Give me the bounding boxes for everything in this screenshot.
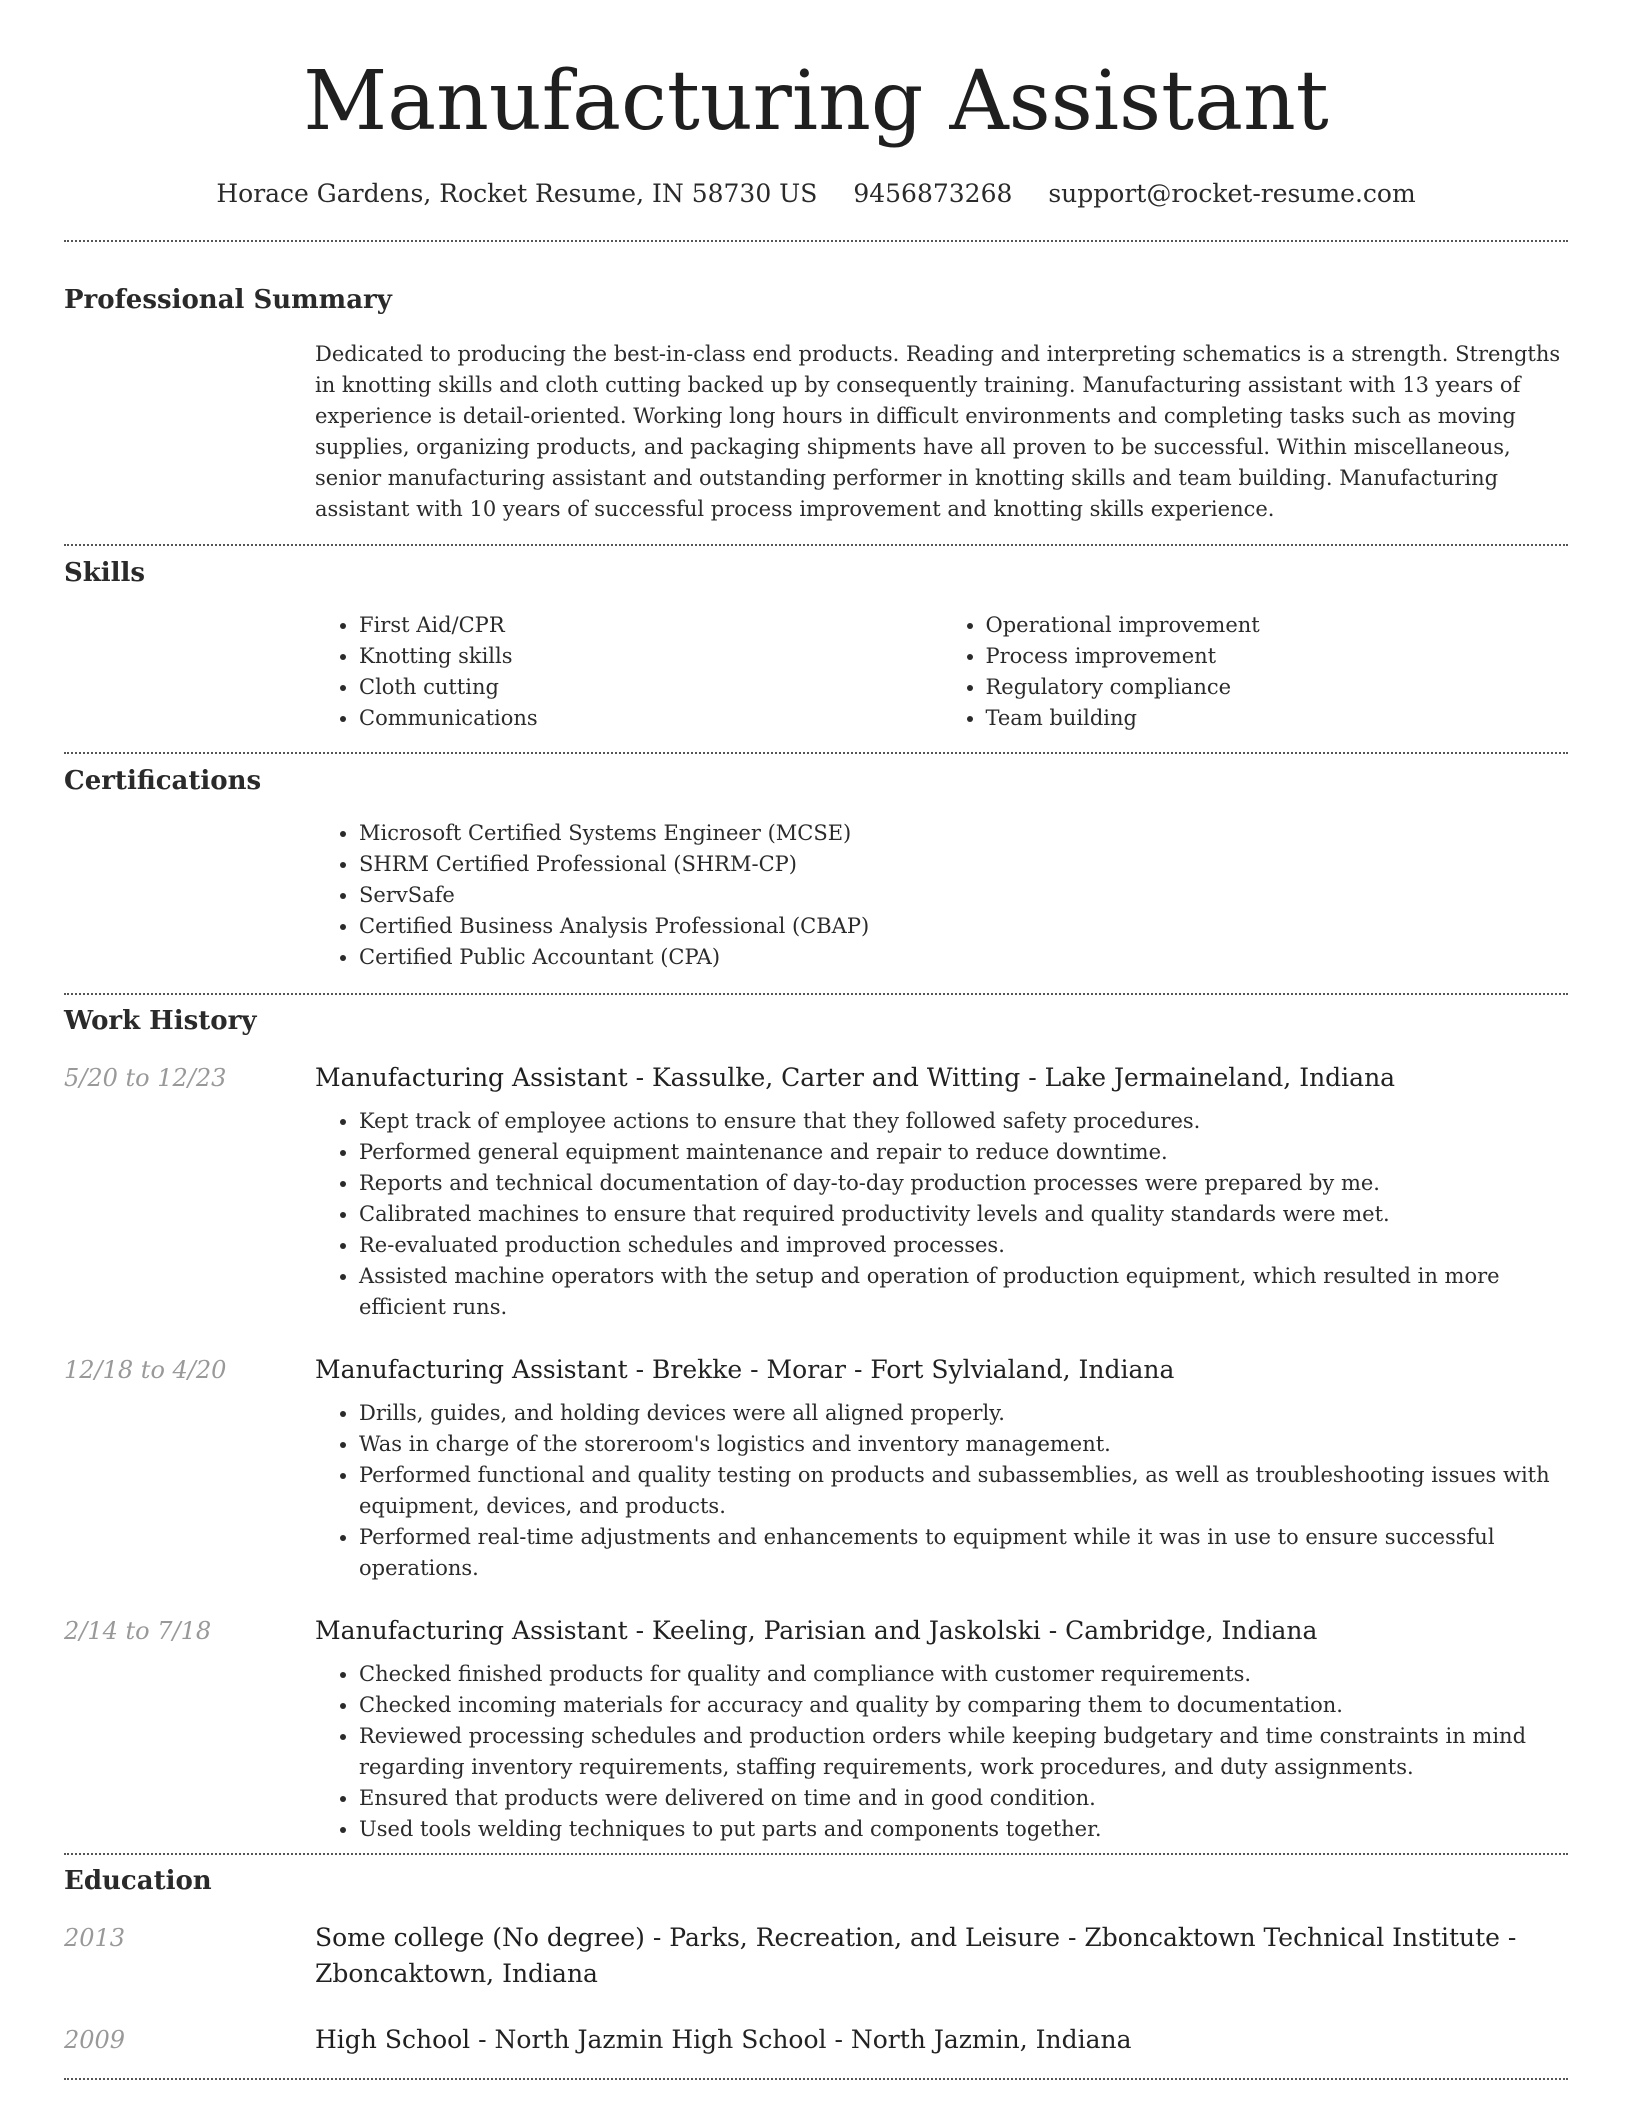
job-title: Manufacturing Assistant [315, 1063, 628, 1092]
degree: Some college (No degree) [315, 1923, 645, 1952]
job-dates: 5/20 to 12/23 [64, 1064, 227, 1092]
job-heading [315, 1060, 1568, 1096]
certification-item: • ServSafe [359, 880, 1568, 911]
divider [64, 993, 1568, 995]
certification-item: • Microsoft Certified Systems Engineer (MCSE) [359, 818, 1568, 849]
job-heading [315, 1613, 1568, 1649]
skills-list-right [942, 610, 1569, 734]
email: support@rocket-resume.com [1048, 179, 1416, 208]
job-heading [315, 1352, 1568, 1388]
job-bullet: • Performed general equipment maintenance and repair to reduce downtime. [359, 1137, 1568, 1168]
education-heading [315, 1920, 1568, 1992]
certifications-list [315, 818, 1568, 973]
skill-item: • Regulatory compliance [986, 672, 1569, 703]
job-bullet: • Ensured that products were delivered on time and in good condition. [359, 1783, 1568, 1814]
job-entry [64, 1613, 1568, 1845]
certifications-section [64, 764, 1568, 973]
job-bullet: • Performed functional and quality testing on products and subassemblies, as well as troubleshooting issues with equipment, devices, and products. [359, 1460, 1568, 1522]
job-bullet: • Re-evaluated production schedules and improved processes. [359, 1230, 1568, 1261]
job-bullet: • Assisted machine operators with the setup and operation of production equipment, which resulted in more efficient runs. [359, 1261, 1568, 1323]
education-entry [64, 2022, 1568, 2058]
job-bullet: • Calibrated machines to ensure that required productivity levels and quality standards were met. [359, 1199, 1568, 1230]
summary-section [64, 283, 1568, 525]
skill-item: • Process improvement [986, 641, 1569, 672]
divider [64, 752, 1568, 754]
job-bullet: • Checked finished products for quality and compliance with customer requirements. [359, 1659, 1568, 1690]
certification-item: • Certified Business Analysis Professional (CBAP) [359, 911, 1568, 942]
divider [64, 240, 1568, 242]
degree: High School [315, 2025, 471, 2054]
divider [64, 2078, 1568, 2080]
address: Horace Gardens, Rocket Resume, IN 58730 US [216, 179, 818, 208]
job-bullet: • Drills, guides, and holding devices were all aligned properly. [359, 1398, 1568, 1429]
section-title-education: Education [64, 1866, 212, 1896]
job-entry [64, 1352, 1568, 1584]
certification-item: • Certified Public Accountant (CPA) [359, 942, 1568, 973]
school-details: - North Jazmin High School - North Jazmin, Indiana [470, 2025, 1132, 2054]
job-employer-location: - Keeling, Parisian and Jaskolski - Cambridge, Indiana [627, 1616, 1318, 1645]
education-heading [315, 2022, 1568, 2058]
work-history-section [64, 1004, 1568, 1845]
job-title: Manufacturing Assistant [315, 1355, 628, 1384]
job-bullet: • Was in charge of the storeroom's logistics and inventory management. [359, 1429, 1568, 1460]
school-details: - Parks, Recreation, and Leisure - Zboncaktown Technical Institute - Zboncaktown, Indiana [315, 1923, 1517, 1988]
job-bullet: • Reviewed processing schedules and production orders while keeping budgetary and time constraints in mind regarding inventory requirements, staffing requirements, work procedures, and duty assignments. [359, 1721, 1568, 1783]
job-employer-location: - Kassulke, Carter and Witting - Lake Jermaineland, Indiana [627, 1063, 1396, 1092]
job-bullet: • Checked incoming materials for accuracy and quality by comparing them to documentation. [359, 1690, 1568, 1721]
job-bullets [315, 1659, 1568, 1845]
job-dates: 2/14 to 7/18 [64, 1617, 212, 1645]
section-title-summary: Professional Summary [64, 285, 392, 315]
section-title-work-history: Work History [64, 1006, 257, 1036]
divider [64, 1853, 1568, 1855]
job-title: Manufacturing Assistant [315, 1616, 628, 1645]
skill-item: • First Aid/CPR [359, 610, 942, 641]
skill-item: • Knotting skills [359, 641, 942, 672]
education-entry [64, 1920, 1568, 1992]
job-bullets [315, 1106, 1568, 1323]
certification-item: • SHRM Certified Professional (SHRM-CP) [359, 849, 1568, 880]
section-title-skills: Skills [64, 558, 146, 588]
education-year: 2013 [64, 1924, 126, 1952]
contact-line [64, 178, 1568, 210]
skills-list-left [315, 610, 942, 734]
job-entry [64, 1060, 1568, 1323]
job-dates: 12/18 to 4/20 [64, 1356, 227, 1384]
divider [64, 544, 1568, 546]
job-employer-location: - Brekke - Morar - Fort Sylvialand, Indiana [627, 1355, 1175, 1384]
job-bullet: • Used tools welding techniques to put parts and components together. [359, 1814, 1568, 1845]
skill-item: • Team building [986, 703, 1569, 734]
section-title-certifications: Certifications [64, 766, 262, 796]
education-year: 2009 [64, 2026, 126, 2054]
education-section [64, 1864, 1568, 2058]
skill-item: • Communications [359, 703, 942, 734]
summary-text: Dedicated to producing the best-in-class end products. Reading and interpreting schematics is a strength. Strengths in knotting skills and cloth cutting backed up by consequently training. Manufacturing assistant with 13 years of experience is detail-oriented. Working long hours in difficult environments and completing tasks such as moving supplies, organizing products, and packaging shipments have all proven to be successful. Within miscellaneous, senior manufacturing assistant and outstanding performer in knotting skills and team building. Manufacturing assistant with 10 years of successful process improvement and knotting skills experience. [315, 342, 1561, 521]
resume-header [64, 0, 1568, 210]
job-bullet: • Performed real-time adjustments and enhancements to equipment while it was in use to ensure successful operations. [359, 1522, 1568, 1584]
candidate-name: Manufacturing Assistant [303, 54, 1329, 149]
skills-section [64, 556, 1568, 734]
phone: 9456873268 [853, 179, 1013, 208]
job-bullet: • Kept track of employee actions to ensure that they followed safety procedures. [359, 1106, 1568, 1137]
skill-item: • Cloth cutting [359, 672, 942, 703]
skill-item: • Operational improvement [986, 610, 1569, 641]
job-bullets [315, 1398, 1568, 1584]
job-bullet: • Reports and technical documentation of day-to-day production processes were prepared by me. [359, 1168, 1568, 1199]
